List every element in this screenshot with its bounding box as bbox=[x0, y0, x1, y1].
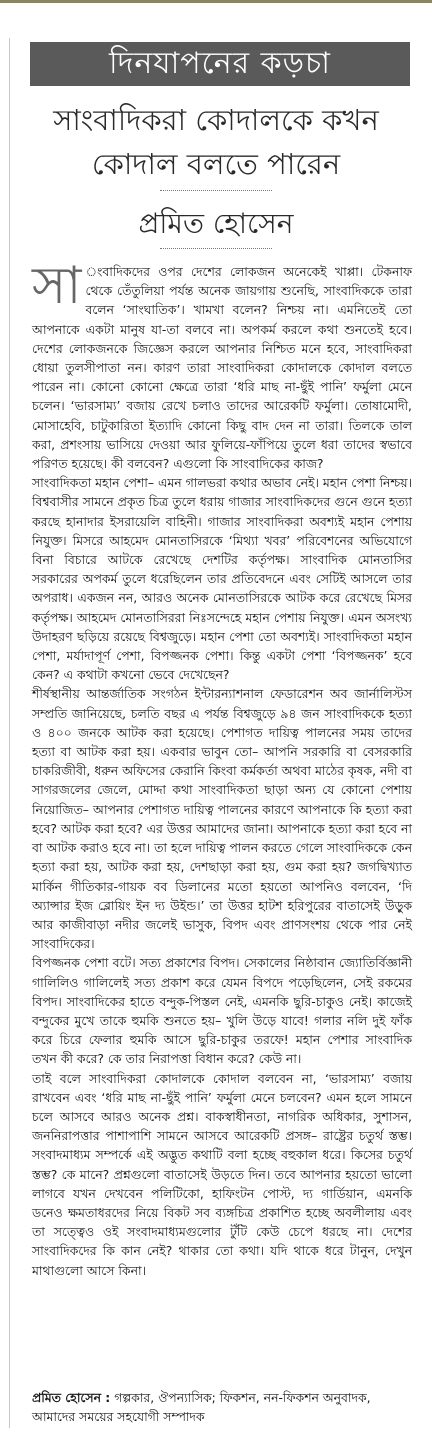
paragraph: তাই বলে সাংবাদিকরা কোদালকে কোদাল বলবেন না, ‘ভারসাম্য’ বজায় রাখবেন এবং ‘ধরি মাছ না-ছুঁই পানি’ ফর্মুলা মেনে চলবেন? এমন হলে সামনে চলে আসবে আরও অনেক প্রশ্ন। বাকস্বাধীনতা, নাগরিক অধিকার, সুশাসন, জননিরাপত্তার পাশাপাশি সামনে আসবে আরেকটি প্রসঙ্গ– রাষ্ট্রের চতুর্থ স্তম্ভ। সংবাদমাধ্যম সম্পর্কে এই অদ্ভুত কথাটি বলা হচ্ছে বহুকাল ধরে। কিসের চতুর্থ স্তম্ভ? কে মানে? প্রশ্নগুলো বাতাসেই উড়তে দিন। তবে আপনার হয়তো ভালো লাগবে যখন দেখবেন পলিটিকো, হাফিংটন পোস্ট, দ্য গার্ডিয়ান, এমনকি ডনেও ক্ষমতাধরদের নিয়ে বিকট সব ব্যঙ্গচিত্র প্রকাশিত হচ্ছে অবলীলায় এবং তা সত্ত্বেও ওই সংবাদমাধ্যমগুলোর টুঁটি কেউ চেপে ধরছে না। দেশের সাংবাদিকদের কি কান নেই? থাকার তো কথা। যদি থাকে ধরে টানুন, দেখুন মাথাগুলো আসে কিনা। bbox=[32, 1070, 412, 1278]
article-body bbox=[32, 256, 412, 1280]
column-left-rule bbox=[9, 38, 10, 1428]
article-title: সাংবাদিকরা কোদালকে কখন কোদাল বলতে পারেন bbox=[53, 103, 379, 181]
title-divider bbox=[160, 190, 272, 191]
bio-name: প্রমিত হোসেন : bbox=[32, 1390, 111, 1405]
author-bio bbox=[32, 1388, 412, 1426]
bio-text: গল্পকার, ঔপন্যাসিক; ফিকশন, নন-ফিকশন অনুবাদক, আমাদের সময়ের সহযোগী সম্পাদক bbox=[32, 1390, 371, 1424]
column-name: দিনযাপনের কড়চা bbox=[109, 45, 331, 81]
paragraph: সাংবাদিকতা মহান পেশা– এমন গালভরা কথার অভাব নেই। মহান পেশা নিশ্চয়। বিশ্ববাসীর সামনে প্রকৃত চিত্র তুলে ধরায় গাজার সাংবাদিকদের গুনে গুনে হত্যা করছে হানাদার ইসরায়েলি বাহিনী। গাজার সাংবাদিকরা অবশ্যই মহান পেশায় নিযুক্ত। মিসরে আহমেদ মোনতাসিরকে ‘মিথ্যা খবর’ পরিবেশনের অভিযোগে বিনা বিচারে আটকে রেখেছে দেশটির কর্তৃপক্ষ। সাংবাদিক মোনতাসির সরকারের অপকর্ম তুলে ধরেছিলেন তার প্রতিবেদনে এবং সেটিই আসলে তার অপরাধ। একজন নন, আরও অনেক মোনতাসিরকে আটক করে রেখেছে মিসর কর্তৃপক্ষ। আহমেদ মোনতাসিররা নিঃসন্দেহে মহান পেশায় নিযুক্ত। এমন অসংখ্য উদাহরণ ছড়িয়ে রয়েছে বিশ্বজুড়ে। মহান পেশা তো অবশ্যই। সাংবাদিকতা মহান পেশা, মর্যাদাপূর্ণ পেশা, বিপজ্জনক পেশা। কিন্তু একটা পেশা ‘বিপজ্জনক’ হবে কেন? এ কথাটা কখনো ভেবে দেখেছেন? bbox=[32, 475, 412, 683]
author-divider bbox=[160, 248, 272, 249]
top-rule bbox=[0, 0, 432, 3]
paragraph: বিপজ্জনক পেশা বটে। সত্য প্রকাশের বিপদ। সেকালের নিষ্ঠাবান জ্যোতির্বিজ্ঞানী গালিলিও গালিলেই সত্য প্রকাশ করে যেমন বিপদে পড়েছিলেন, সেই রকমের বিপদ। সাংবাদিকের হাতে বন্দুক-পিস্তল নেই, এমনকি ছুরি-চাকুও নেই। কাজেই বন্দুকের মুখে তাকে হুমকি শুনতে হয়– খুলি উড়ে যাবে! গলার নলি দুই ফাঁক করে চিরে ফেলার হুমকি আসে ছুরি-চাকুর তরফে! মহান পেশার সাংবাদিক তখন কী করে? কে তার নিরাপত্তা বিধান করে? কেউ না। bbox=[32, 955, 412, 1067]
paragraph-text: ংবাদিকদের ওপর দেশের লোকজন অনেকেই খাপ্পা। টেকনাফ থেকে তেঁতুলিয়া পর্যন্ত অনেক জায়গায় শুনেছি, সাংবাদিককে তারা বলেন ‘সাংঘাতিক’। খামখা বলেন? নিশ্চয় না। এমনিতেই তো আপনাকে একটা মানুষ যা-তা বলবে না। অপকর্ম করলে কথা শুনতেই হবে। দেশের লোকজনকে জিজ্ঞেস করলে আপনার নিশ্চিত মনে হবে, সাংবাদিকরা ধোয়া তুলসীপাতা নন। কারণ তারা সাংবাদিকরা কোদালকে কোদাল বলতে পারেন না। কোনো কোনো ক্ষেত্রে তারা ‘ধরি মাছ না-ছুঁই পানি’ ফর্মুলা মেনে চলেন। ‘ভারসাম্য’ বজায় রেখে চলাও তাদের আরেকটি ফর্মুলা। তোষামোদী, মোসাহেবি, চাটুকারিতা ইত্যাদি কোনো কিছু বাদ দেন না তারা। তিলকে তাল করা, প্রশংসায় ভাসিয়ে দেওয়া আর ফুলিয়ে-ফাঁপিয়ে তুলে ধরা তাদের স্বভাবে পরিণত হয়েছে। কী বলবেন? এগুলো কি সাংবাদিকের কাজ? bbox=[32, 264, 412, 472]
drop-cap: সা bbox=[32, 256, 82, 316]
author-name: প্রমিত হোসেন bbox=[138, 207, 294, 240]
paragraph: শীর্ষস্থানীয় আন্তর্জাতিক সংগঠন ইন্টারন্যাশনাল ফেডারেশন অব জার্নালিস্টস সম্প্রতি জানিয়েছে, চলতি বছর এ পর্যন্ত বিশ্বজুড়ে ৯৪ জন সাংবাদিককে হত্যা ও ৪০০ জনকে আটক করা হয়েছে। পেশাগত দায়িত্ব পালনের সময় তাদের হত্যা বা আটক করা হয়। একবার ভাবুন তো– আপনি সরকারি বা বেসরকারি চাকরিজীবী, ধরুন অফিসের কেরানি কিংবা কর্মকর্তা অথবা মাঠের কৃষক, নদী বা সাগরজলের জেলে, মোদ্দা কথা সাংবাদিকতা ছাড়া অন্য যে কোনো পেশায় নিয়োজিত– আপনার পেশাগত দায়িত্ব পালনের কারণে আপনাকে কি হত্যা করা হবে? আটক করা হবে? এর উত্তর আমাদের জানা। আপনাকে হত্যা করা হবে না বা আটক করাও হবে না। তা হলে দায়িত্ব পালন করতে গেলে সাংবাদিককে কেন হত্যা করা হয়, আটক করা হয়, দেশছাড়া করা হয়, গুম করা হয়? জগদ্বিখ্যাত মার্কিন গীতিকার-গায়ক বব ডিলানের মতো হয়তো আপনিও বলবেন, ‘দি অ্যান্সার ইজ ব্লোয়িং ইন দ্য উইন্ড।’ তা উত্তর হাটশ হরিপুরের বাতাসেই উড়ুক আর কাজীবাড়া নদীর জলেই ভাসুক, বিপদ এবং প্রাণসংশয় থেকে পার নেই সাংবাদিকের। bbox=[32, 686, 412, 952]
column-header bbox=[30, 42, 410, 86]
paragraph bbox=[32, 256, 412, 473]
